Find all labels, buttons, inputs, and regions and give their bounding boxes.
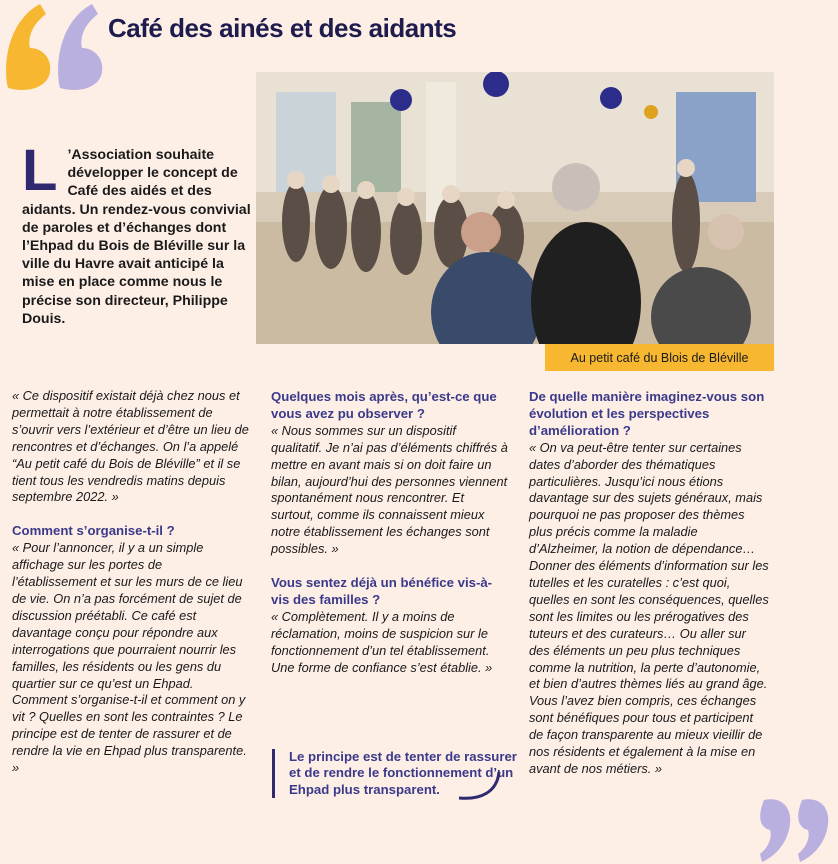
intro-paragraph <box>22 138 252 328</box>
closing-quote-icon <box>758 794 838 864</box>
column-2 <box>271 389 509 677</box>
question-benefit: Vous sentez déjà un bénéfice vis-à-vis des familles ? <box>271 575 493 607</box>
question-organisation: Comment s’organise-t-il ? <box>12 523 175 539</box>
pull-quote: Le principe est de tenter de rassurer et de rendre le fonctionnement d’un Ehpad plus transparent. <box>272 749 519 798</box>
column-1 <box>12 388 250 777</box>
answer-benefit: « Complètement. Il y a moins de réclamation, moins de suspicion sur le fonctionnement d’un tel établissement. Une forme de confiance s’est établie. » <box>271 608 493 675</box>
event-photo <box>256 72 774 344</box>
opening-quote-icon <box>0 0 110 95</box>
intro-dropcap: L <box>22 138 58 203</box>
pull-quote-swoosh-icon <box>455 768 505 802</box>
column-3 <box>529 389 769 778</box>
answer-organisation: « Pour l’annoncer, il y a un simple affichage sur les portes de l’établissement et sur les murs de ce lieu de vie. On n’a pas forcément de sujet de discussion préétabli. Ce café est davantage conçu pour répondre aux interrogations que pourraient nourrir les familles, les résidents ou les gens du quartier sur ce qu’est un Ehpad. Comment s’organise-t-il et comment on y vit ? Quelles en sont les contraintes ? Le principe est de tenter de rassurer et de rendre la vie en Ehpad plus transparente. » <box>12 540 247 776</box>
column-1-paragraph: « Ce dispositif existait déjà chez nous et permettait à notre établissement de s’ouvrir vers l’extérieur et d’être un lieu de rencontres et d’échanges. On l’a appelé “Au petit café du Bois de Bléville” et il se tient tous les vendredis matins depuis septembre 2022. » <box>12 388 249 505</box>
intro-text: ’Association souhaite développer le concept de Café des aidés et des aidants. Un rendez-vous convivial de paroles et d’échanges dont l’Ehpad du Bois de Bléville sur la ville du Havre avait anticipé la mise en place comme nous le précise son directeur, Philippe Douis. <box>22 147 251 327</box>
page-title: Café des ainés et des aidants <box>108 13 457 43</box>
question-evolution: De quelle manière imaginez-vous son évolution et les perspectives d’amélioration ? <box>529 389 765 438</box>
answer-observation: « Nous sommes sur un dispositif qualitatif. Je n’ai pas d’éléments chiffrés à mettre en avant mais si on doit faire un bilan, aujourd’hui des personnes viennent spontanément nous rencontrer. Et surtout, comme ils connaissent mieux notre établissement les échanges sont possibles. » <box>271 422 508 557</box>
photo-caption: Au petit café du Blois de Bléville <box>545 344 774 371</box>
answer-evolution: « On va peut-être tenter sur certaines dates d’aborder des thématiques particulières. Jusqu’ici nous étions davantage sur des sujets généraux, mais pourquoi ne pas proposer des thèmes plus précis comme la maladie d’Alzheimer, la notion de dépendance… Donner des éléments d’information sur les tutelles et les curatelles : c’est quoi, quelles en sont les conséquences, quelles sont les limites ou les prérogatives des tuteurs et des curateurs… Ou aller sur des éléments un peu plus techniques comme la nutrition, la perte d’autonomie, et bien d’autres thèmes liés au grand âge. Vous l’avez bien compris, ces échanges sont bénéfiques pour tous et participent de façon transparente au mieux vieillir de nos résidents et également à la mise en avant de nos métiers. » <box>529 439 769 776</box>
question-observation: Quelques mois après, qu’est-ce que vous avez pu observer ? <box>271 389 497 421</box>
